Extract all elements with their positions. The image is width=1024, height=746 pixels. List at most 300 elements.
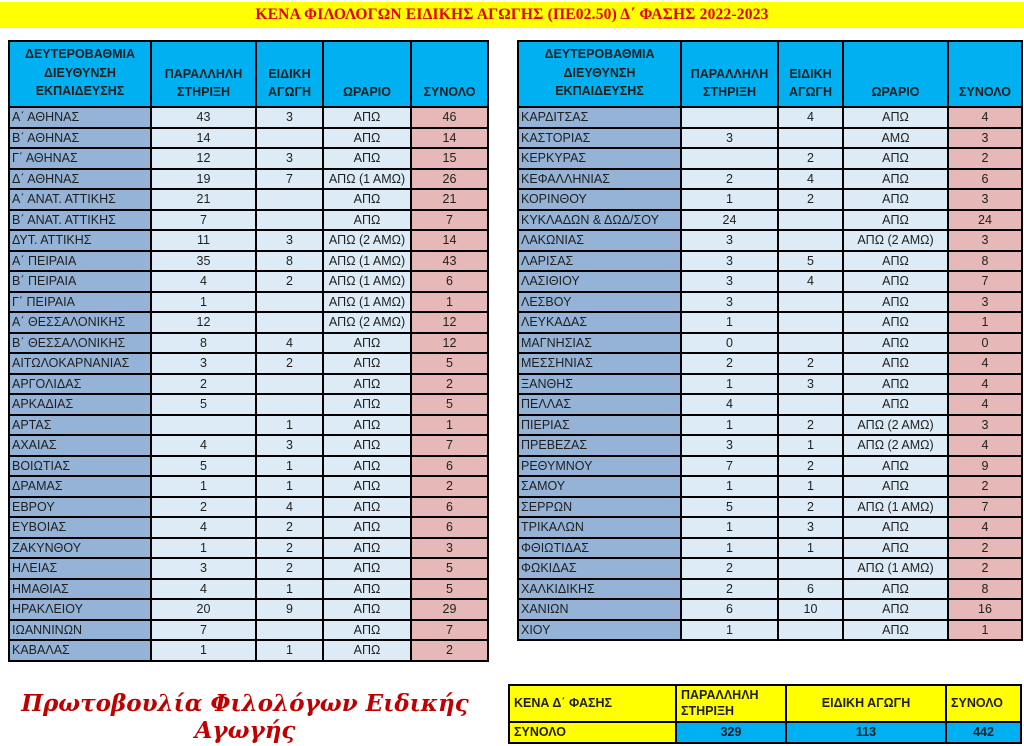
district-cell: ΡΕΘΥΜΝΟΥ	[518, 456, 681, 477]
special-education-cell: 3	[256, 435, 323, 456]
column-header-directorate: ΔΕΥΤΕΡΟΒΑΘΜΙΑ ΔΙΕΥΘΥΝΣΗ ΕΚΠΑΙΔΕΥΣΗΣ	[9, 41, 151, 107]
special-education-cell: 7	[256, 169, 323, 190]
special-education-cell	[256, 189, 323, 210]
summary-table	[508, 684, 1022, 744]
schedule-cell: ΑΠΩ	[323, 374, 411, 395]
special-education-cell	[778, 128, 843, 149]
schedule-cell: ΑΠΩ	[843, 620, 948, 641]
table-row	[518, 169, 1022, 190]
district-cell: Β΄ ΑΝΑΤ. ΑΤΤΙΚΗΣ	[9, 210, 151, 231]
schedule-cell: ΑΠΩ (1 ΑΜΩ)	[323, 169, 411, 190]
table-row	[9, 107, 488, 128]
schedule-cell: ΑΠΩ	[843, 169, 948, 190]
special-education-cell	[778, 292, 843, 313]
parallel-support-cell: 5	[151, 394, 256, 415]
table-row	[9, 517, 488, 538]
schedule-cell: ΑΠΩ	[323, 517, 411, 538]
summary-row-label: ΣΥΝΟΛΟ	[509, 722, 676, 743]
schedule-cell: ΑΠΩ (2 ΑΜΩ)	[323, 230, 411, 251]
schedule-cell: ΑΠΩ	[323, 210, 411, 231]
table-row	[9, 189, 488, 210]
district-cell: ΞΑΝΘΗΣ	[518, 374, 681, 395]
parallel-support-cell: 4	[151, 271, 256, 292]
total-cell: 1	[948, 312, 1022, 333]
schedule-cell: ΑΠΩ	[843, 292, 948, 313]
schedule-cell: ΑΠΩ	[843, 394, 948, 415]
table-row	[9, 394, 488, 415]
parallel-support-cell: 2	[681, 169, 778, 190]
parallel-support-cell: 4	[681, 394, 778, 415]
district-cell: ΣΑΜΟΥ	[518, 476, 681, 497]
page-title: ΚΕΝΑ ΦΙΛΟΛΟΓΩΝ ΕΙΔΙΚΗΣ ΑΓΩΓΗΣ (ΠΕ02.50) Δ΄ ΦΑΣΗΣ 2022-2023	[255, 6, 769, 23]
schedule-cell: ΑΠΩ (2 ΑΜΩ)	[843, 230, 948, 251]
table-row	[9, 415, 488, 436]
total-cell: 7	[411, 435, 488, 456]
total-cell: 5	[411, 353, 488, 374]
table-row	[518, 558, 1022, 579]
schedule-cell: ΑΠΩ (1 ΑΜΩ)	[843, 497, 948, 518]
table-row	[9, 148, 488, 169]
table-row	[518, 230, 1022, 251]
special-education-cell: 3	[256, 230, 323, 251]
summary-grand-total: 442	[946, 722, 1021, 743]
table-row	[9, 476, 488, 497]
parallel-support-cell: 3	[681, 251, 778, 272]
district-cell: ΛΑΚΩΝΙΑΣ	[518, 230, 681, 251]
parallel-support-cell: 3	[151, 353, 256, 374]
total-cell: 6	[411, 271, 488, 292]
total-cell: 1	[411, 415, 488, 436]
total-cell: 4	[948, 435, 1022, 456]
schedule-cell: ΑΠΩ	[843, 148, 948, 169]
total-cell: 21	[411, 189, 488, 210]
special-education-cell: 2	[778, 456, 843, 477]
special-education-cell: 2	[778, 189, 843, 210]
total-cell: 24	[948, 210, 1022, 231]
parallel-support-cell: 11	[151, 230, 256, 251]
summary-special-education-total: 113	[786, 722, 946, 743]
district-cell: ΛΕΥΚΑΔΑΣ	[518, 312, 681, 333]
table-row	[9, 599, 488, 620]
schedule-cell: ΑΠΩ	[323, 435, 411, 456]
total-cell: 14	[411, 230, 488, 251]
table-row	[9, 169, 488, 190]
vacancies-table-right	[517, 40, 1023, 641]
parallel-support-cell: 1	[681, 538, 778, 559]
table-row	[518, 620, 1022, 641]
table-row	[9, 435, 488, 456]
schedule-cell: ΑΠΩ	[323, 394, 411, 415]
special-education-cell: 1	[778, 538, 843, 559]
district-cell: Β΄ ΘΕΣΣΑΛΟΝΙΚΗΣ	[9, 333, 151, 354]
parallel-support-cell: 2	[151, 374, 256, 395]
table-row	[518, 456, 1022, 477]
total-cell: 12	[411, 333, 488, 354]
district-cell: ΛΕΣΒΟΥ	[518, 292, 681, 313]
table-row	[9, 456, 488, 477]
schedule-cell: ΑΠΩ	[323, 333, 411, 354]
district-cell: ΜΑΓΝΗΣΙΑΣ	[518, 333, 681, 354]
parallel-support-cell: 35	[151, 251, 256, 272]
parallel-support-cell: 20	[151, 599, 256, 620]
parallel-support-cell: 21	[151, 189, 256, 210]
vacancies-table-left	[8, 40, 489, 662]
summary-total-row	[509, 722, 1021, 743]
summary-header-special-education: ΕΙΔΙΚΗ ΑΓΩΓΗ	[786, 685, 946, 722]
total-cell: 6	[411, 456, 488, 477]
special-education-cell	[256, 292, 323, 313]
total-cell: 43	[411, 251, 488, 272]
table-row	[518, 497, 1022, 518]
special-education-cell	[778, 620, 843, 641]
district-cell: ΚΑΣΤΟΡΙΑΣ	[518, 128, 681, 149]
total-cell: 4	[948, 517, 1022, 538]
schedule-cell: ΑΠΩ	[323, 640, 411, 661]
table-row	[518, 415, 1022, 436]
district-cell: Α΄ ΑΝΑΤ. ΑΤΤΙΚΗΣ	[9, 189, 151, 210]
parallel-support-cell: 1	[681, 312, 778, 333]
table-row	[9, 497, 488, 518]
summary-header-phase: ΚΕΝΑ Δ΄ ΦΑΣΗΣ	[509, 685, 676, 722]
total-cell: 6	[411, 517, 488, 538]
header-row	[9, 41, 488, 107]
parallel-support-cell: 1	[681, 476, 778, 497]
parallel-support-cell: 3	[151, 558, 256, 579]
district-cell: ΕΥΒΟΙΑΣ	[9, 517, 151, 538]
parallel-support-cell: 12	[151, 312, 256, 333]
total-cell: 2	[948, 558, 1022, 579]
district-cell: ΑΡΚΑΔΙΑΣ	[9, 394, 151, 415]
parallel-support-cell: 1	[151, 292, 256, 313]
schedule-cell: ΑΠΩ (1 ΑΜΩ)	[323, 271, 411, 292]
district-cell: ΠΕΛΛΑΣ	[518, 394, 681, 415]
table-row	[518, 579, 1022, 600]
parallel-support-cell: 0	[681, 333, 778, 354]
special-education-cell: 2	[778, 497, 843, 518]
total-cell: 4	[948, 353, 1022, 374]
schedule-cell: ΑΠΩ	[843, 333, 948, 354]
special-education-cell	[778, 394, 843, 415]
table-row	[518, 374, 1022, 395]
schedule-cell: ΑΠΩ	[843, 107, 948, 128]
district-cell: ΛΑΡΙΣΑΣ	[518, 251, 681, 272]
table-row	[9, 538, 488, 559]
total-cell: 4	[948, 107, 1022, 128]
parallel-support-cell	[151, 415, 256, 436]
parallel-support-cell: 7	[151, 620, 256, 641]
table-row	[518, 394, 1022, 415]
schedule-cell: ΑΠΩ	[323, 148, 411, 169]
parallel-support-cell: 2	[681, 579, 778, 600]
special-education-cell: 1	[256, 579, 323, 600]
district-cell: Γ΄ ΠΕΙΡΑΙΑ	[9, 292, 151, 313]
table-row	[9, 620, 488, 641]
special-education-cell: 1	[256, 415, 323, 436]
special-education-cell: 4	[256, 497, 323, 518]
special-education-cell: 4	[778, 169, 843, 190]
district-cell: ΙΩΑΝΝΙΝΩΝ	[9, 620, 151, 641]
special-education-cell: 1	[778, 476, 843, 497]
parallel-support-cell: 1	[681, 189, 778, 210]
total-cell: 3	[948, 415, 1022, 436]
schedule-cell: ΑΠΩ	[323, 579, 411, 600]
special-education-cell: 3	[256, 107, 323, 128]
summary-header-total: ΣΥΝΟΛΟ	[946, 685, 1021, 722]
parallel-support-cell: 7	[151, 210, 256, 231]
special-education-cell	[256, 128, 323, 149]
table-row	[518, 517, 1022, 538]
table-row	[518, 189, 1022, 210]
parallel-support-cell: 1	[681, 415, 778, 436]
special-education-cell	[778, 333, 843, 354]
schedule-cell: ΑΠΩ	[843, 312, 948, 333]
district-cell: Α΄ ΑΘΗΝΑΣ	[9, 107, 151, 128]
total-cell: 0	[948, 333, 1022, 354]
total-cell: 7	[411, 210, 488, 231]
column-header-total: ΣΥΝΟΛΟ	[411, 41, 488, 107]
parallel-support-cell: 1	[151, 538, 256, 559]
schedule-cell: ΑΠΩ	[843, 476, 948, 497]
parallel-support-cell: 2	[151, 497, 256, 518]
total-cell: 1	[411, 292, 488, 313]
table-row	[9, 210, 488, 231]
special-education-cell: 2	[256, 558, 323, 579]
special-education-cell: 9	[256, 599, 323, 620]
schedule-cell: ΑΠΩ	[843, 456, 948, 477]
total-cell: 3	[411, 538, 488, 559]
parallel-support-cell	[681, 107, 778, 128]
parallel-support-cell: 1	[681, 620, 778, 641]
district-cell: ΛΑΣΙΘΙΟΥ	[518, 271, 681, 292]
summary-header-parallel-support: ΠΑΡΑΛΛΗΛΗ ΣΤΗΡΙΞΗ	[676, 685, 786, 722]
initiative-signature: Πρωτοβουλία Φιλολόγων Ειδικής Αγωγής	[21, 690, 469, 744]
district-cell: ΠΙΕΡΙΑΣ	[518, 415, 681, 436]
total-cell: 3	[948, 189, 1022, 210]
district-cell: Β΄ ΠΕΙΡΑΙΑ	[9, 271, 151, 292]
special-education-cell: 2	[256, 271, 323, 292]
table-row	[518, 148, 1022, 169]
total-cell: 4	[948, 374, 1022, 395]
total-cell: 7	[411, 620, 488, 641]
special-education-cell: 3	[256, 148, 323, 169]
schedule-cell: ΑΠΩ (2 ΑΜΩ)	[843, 415, 948, 436]
district-cell: ΑΧΑΙΑΣ	[9, 435, 151, 456]
district-cell: ΑΡΤΑΣ	[9, 415, 151, 436]
table-row	[518, 538, 1022, 559]
parallel-support-cell: 14	[151, 128, 256, 149]
column-header-schedule: ΩΡΑΡΙΟ	[323, 41, 411, 107]
special-education-cell	[256, 620, 323, 641]
district-cell: ΕΒΡΟΥ	[9, 497, 151, 518]
schedule-cell: ΑΠΩ	[323, 415, 411, 436]
special-education-cell: 3	[778, 374, 843, 395]
table-row	[518, 210, 1022, 231]
total-cell: 12	[411, 312, 488, 333]
schedule-cell: ΑΠΩ	[323, 599, 411, 620]
schedule-cell: ΑΠΩ	[843, 579, 948, 600]
parallel-support-cell: 5	[151, 456, 256, 477]
total-cell: 7	[948, 497, 1022, 518]
total-cell: 46	[411, 107, 488, 128]
column-header-total: ΣΥΝΟΛΟ	[948, 41, 1022, 107]
schedule-cell: ΑΠΩ	[323, 620, 411, 641]
column-header-directorate: ΔΕΥΤΕΡΟΒΑΘΜΙΑ ΔΙΕΥΘΥΝΣΗ ΕΚΠΑΙΔΕΥΣΗΣ	[518, 41, 681, 107]
total-cell: 5	[411, 579, 488, 600]
schedule-cell: ΑΠΩ	[843, 189, 948, 210]
district-cell: ΗΡΑΚΛΕΙΟΥ	[9, 599, 151, 620]
special-education-cell	[778, 210, 843, 231]
district-cell: Γ΄ ΑΘΗΝΑΣ	[9, 148, 151, 169]
schedule-cell: ΑΠΩ (1 ΑΜΩ)	[843, 558, 948, 579]
schedule-cell: ΑΠΩ	[323, 497, 411, 518]
table-row	[518, 599, 1022, 620]
schedule-cell: ΑΠΩ	[843, 353, 948, 374]
district-cell: Β΄ ΑΘΗΝΑΣ	[9, 128, 151, 149]
column-header-parallel-support: ΠΑΡΑΛΛΗΛΗ ΣΤΗΡΙΞΗ	[151, 41, 256, 107]
parallel-support-cell: 4	[151, 517, 256, 538]
total-cell: 3	[948, 128, 1022, 149]
district-cell: ΧΙΟΥ	[518, 620, 681, 641]
parallel-support-cell: 6	[681, 599, 778, 620]
special-education-cell	[778, 312, 843, 333]
table-row	[518, 271, 1022, 292]
total-cell: 14	[411, 128, 488, 149]
district-cell: ΦΩΚΙΔΑΣ	[518, 558, 681, 579]
table-row	[9, 333, 488, 354]
parallel-support-cell: 1	[151, 476, 256, 497]
total-cell: 8	[948, 579, 1022, 600]
table-row	[9, 312, 488, 333]
parallel-support-cell	[681, 148, 778, 169]
parallel-support-cell: 1	[681, 374, 778, 395]
district-cell: ΚΟΡΙΝΘΟΥ	[518, 189, 681, 210]
schedule-cell: ΑΠΩ	[843, 517, 948, 538]
table-row	[518, 312, 1022, 333]
district-cell: Δ΄ ΑΘΗΝΑΣ	[9, 169, 151, 190]
parallel-support-cell: 43	[151, 107, 256, 128]
special-education-cell: 1	[778, 435, 843, 456]
special-education-cell	[256, 312, 323, 333]
special-education-cell: 4	[778, 107, 843, 128]
total-cell: 2	[948, 476, 1022, 497]
district-cell: ΗΜΑΘΙΑΣ	[9, 579, 151, 600]
table-row	[518, 333, 1022, 354]
schedule-cell: ΑΠΩ	[323, 189, 411, 210]
total-cell: 5	[411, 558, 488, 579]
special-education-cell: 1	[256, 640, 323, 661]
district-cell: ΗΛΕΙΑΣ	[9, 558, 151, 579]
schedule-cell: ΑΠΩ	[323, 538, 411, 559]
special-education-cell: 5	[778, 251, 843, 272]
total-cell: 16	[948, 599, 1022, 620]
parallel-support-cell: 8	[151, 333, 256, 354]
parallel-support-cell: 4	[151, 579, 256, 600]
district-cell: ΜΕΣΣΗΝΙΑΣ	[518, 353, 681, 374]
schedule-cell: ΑΠΩ (2 ΑΜΩ)	[843, 435, 948, 456]
table-row	[518, 251, 1022, 272]
total-cell: 15	[411, 148, 488, 169]
parallel-support-cell: 1	[681, 517, 778, 538]
table-row	[9, 251, 488, 272]
parallel-support-cell: 24	[681, 210, 778, 231]
special-education-cell	[778, 558, 843, 579]
table-row	[9, 292, 488, 313]
column-header-schedule: ΩΡΑΡΙΟ	[843, 41, 948, 107]
district-cell: ΚΕΡΚΥΡΑΣ	[518, 148, 681, 169]
special-education-cell: 2	[778, 415, 843, 436]
district-cell: ΧΑΝΙΩΝ	[518, 599, 681, 620]
schedule-cell: ΑΜΩ	[843, 128, 948, 149]
schedule-cell: ΑΠΩ (2 ΑΜΩ)	[323, 312, 411, 333]
total-cell: 4	[948, 394, 1022, 415]
special-education-cell: 2	[256, 517, 323, 538]
title-banner	[0, 2, 1024, 28]
special-education-cell: 4	[256, 333, 323, 354]
district-cell: Α΄ ΠΕΙΡΑΙΑ	[9, 251, 151, 272]
parallel-support-cell: 7	[681, 456, 778, 477]
district-cell: ΦΘΙΩΤΙΔΑΣ	[518, 538, 681, 559]
schedule-cell: ΑΠΩ	[323, 476, 411, 497]
table-row	[9, 640, 488, 661]
schedule-cell: ΑΠΩ	[323, 353, 411, 374]
total-cell: 2	[948, 538, 1022, 559]
special-education-cell: 1	[256, 476, 323, 497]
district-cell: ΧΑΛΚΙΔΙΚΗΣ	[518, 579, 681, 600]
summary-header-row	[509, 685, 1021, 722]
schedule-cell: ΑΠΩ	[843, 538, 948, 559]
table-row	[518, 476, 1022, 497]
district-cell: ΚΕΦΑΛΛΗΝΙΑΣ	[518, 169, 681, 190]
schedule-cell: ΑΠΩ	[323, 558, 411, 579]
special-education-cell	[256, 374, 323, 395]
total-cell: 3	[948, 230, 1022, 251]
district-cell: ΚΑΡΔΙΤΣΑΣ	[518, 107, 681, 128]
schedule-cell: ΑΠΩ (1 ΑΜΩ)	[323, 251, 411, 272]
parallel-support-cell: 2	[681, 353, 778, 374]
district-cell: ΠΡΕΒΕΖΑΣ	[518, 435, 681, 456]
schedule-cell: ΑΠΩ	[843, 210, 948, 231]
district-cell: ΤΡΙΚΑΛΩΝ	[518, 517, 681, 538]
schedule-cell: ΑΠΩ	[843, 271, 948, 292]
parallel-support-cell: 3	[681, 128, 778, 149]
schedule-cell: ΑΠΩ	[323, 128, 411, 149]
table-row	[9, 128, 488, 149]
header-row	[518, 41, 1022, 107]
schedule-cell: ΑΠΩ (1 ΑΜΩ)	[323, 292, 411, 313]
special-education-cell: 10	[778, 599, 843, 620]
total-cell: 2	[411, 640, 488, 661]
schedule-cell: ΑΠΩ	[323, 456, 411, 477]
total-cell: 2	[411, 476, 488, 497]
table-row	[9, 374, 488, 395]
district-cell: Α΄ ΘΕΣΣΑΛΟΝΙΚΗΣ	[9, 312, 151, 333]
parallel-support-cell: 5	[681, 497, 778, 518]
parallel-support-cell: 3	[681, 230, 778, 251]
parallel-support-cell: 3	[681, 271, 778, 292]
column-header-parallel-support: ΠΑΡΑΛΛΗΛΗ ΣΤΗΡΙΞΗ	[681, 41, 778, 107]
district-cell: ΑΙΤΩΛΟΚΑΡΝΑΝΙΑΣ	[9, 353, 151, 374]
total-cell: 7	[948, 271, 1022, 292]
special-education-cell: 2	[778, 353, 843, 374]
total-cell: 9	[948, 456, 1022, 477]
special-education-cell: 2	[778, 148, 843, 169]
total-cell: 5	[411, 394, 488, 415]
special-education-cell	[256, 394, 323, 415]
schedule-cell: ΑΠΩ	[323, 107, 411, 128]
special-education-cell	[256, 210, 323, 231]
total-cell: 2	[411, 374, 488, 395]
parallel-support-cell: 3	[681, 292, 778, 313]
